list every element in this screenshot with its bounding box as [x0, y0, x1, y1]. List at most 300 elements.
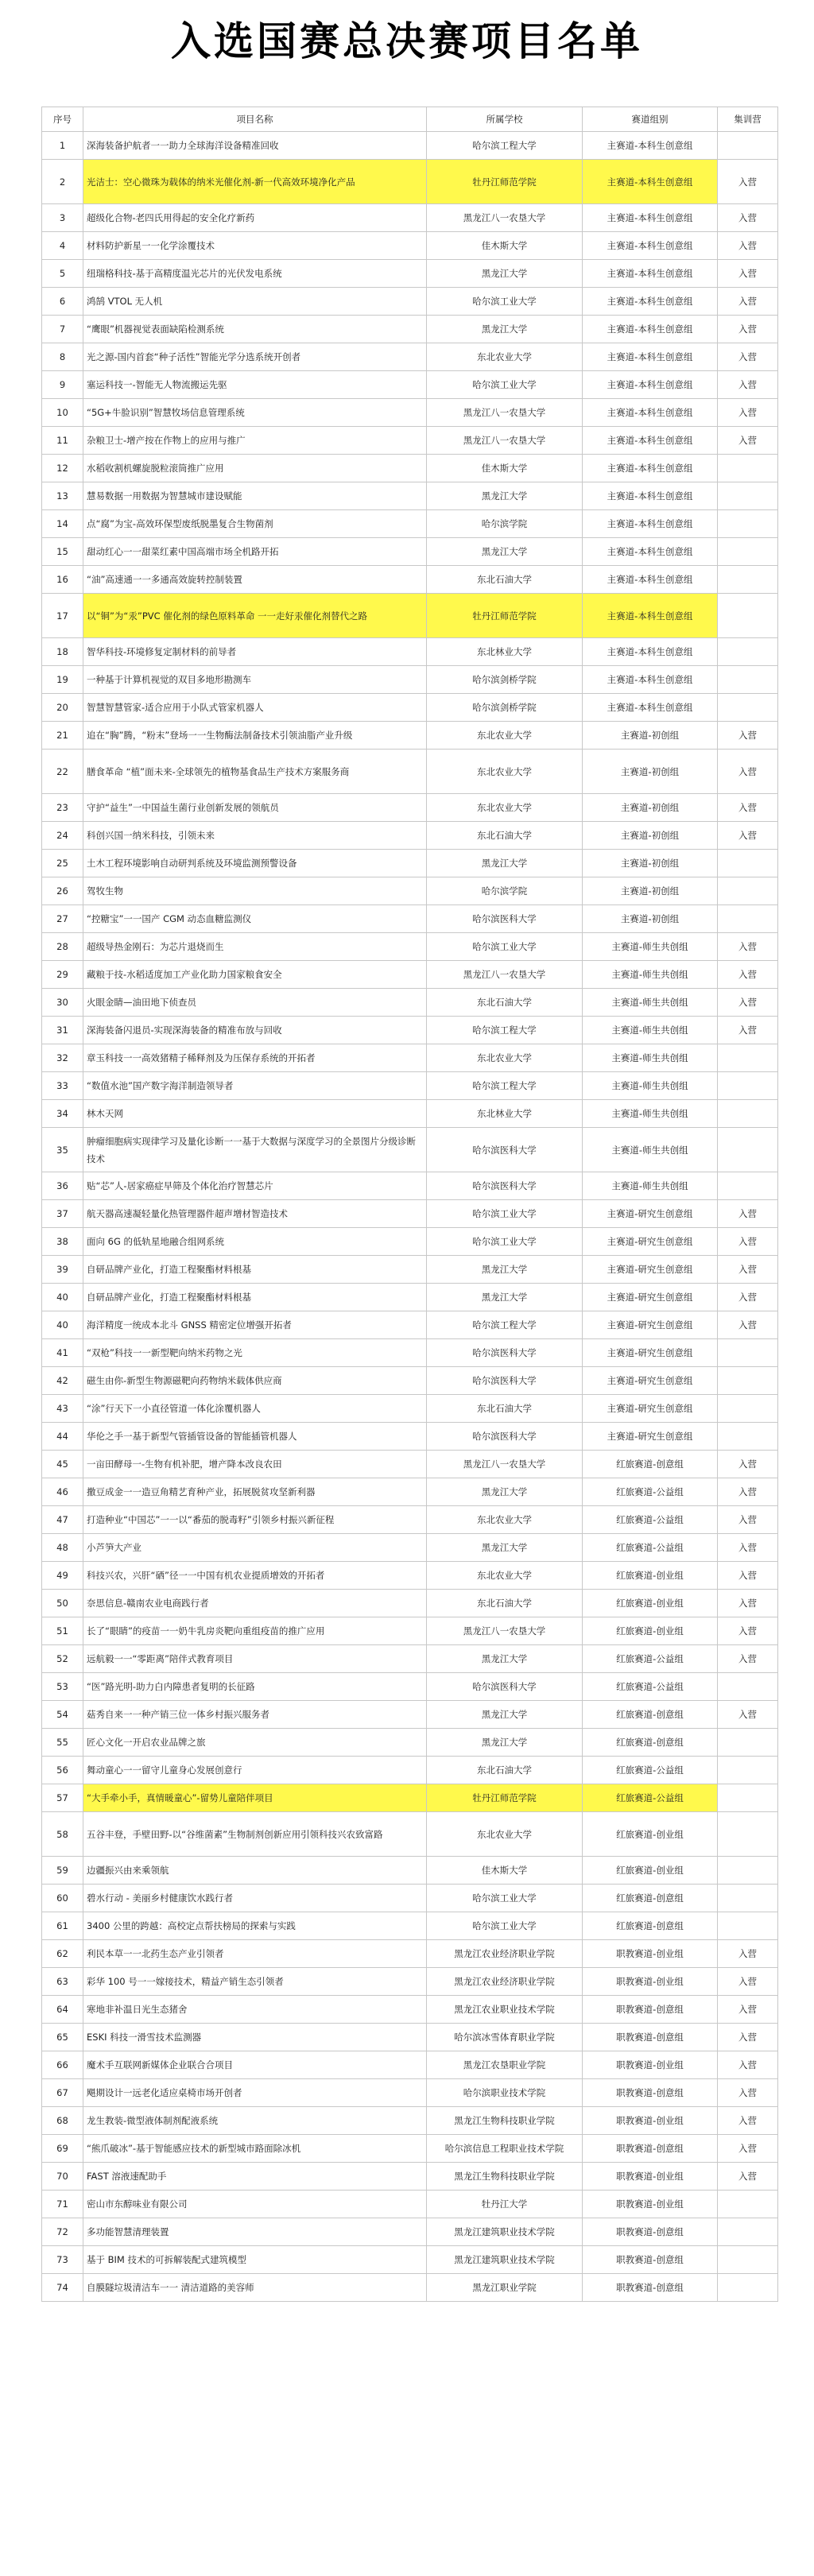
- cell-track-group: 职教赛道-创业组: [583, 2191, 718, 2218]
- cell-training-camp: [718, 1339, 778, 1367]
- cell-track-group: 主赛道-本科生创意组: [583, 371, 718, 399]
- cell-training-camp: [718, 905, 778, 933]
- cell-project-name: 智慧智慧管家-适合应用于小队式管家机器人: [83, 694, 427, 722]
- cell-project-name: 远航毅一一“零距离”陪伴式教育项目: [83, 1645, 427, 1673]
- cell-number: 25: [42, 850, 83, 877]
- cell-project-name: 材料防护新星一一化学涂覆技术: [83, 232, 427, 260]
- cell-training-camp: [718, 1072, 778, 1100]
- cell-track-group: 主赛道-初创组: [583, 794, 718, 822]
- column-header-project-name: 项目名称: [83, 107, 427, 132]
- cell-number: 59: [42, 1857, 83, 1885]
- cell-training-camp: 入营: [718, 1562, 778, 1590]
- cell-number: 21: [42, 722, 83, 750]
- cell-school: 黑龙江八一农垦大学: [427, 1617, 583, 1645]
- cell-training-camp: [718, 1784, 778, 1812]
- table-row: [42, 1044, 778, 1072]
- cell-project-name: 磁生由你-新型生物源磁靶向药物纳米载体供应商: [83, 1367, 427, 1395]
- table-row: [42, 1311, 778, 1339]
- table-row: [42, 666, 778, 694]
- cell-number: 14: [42, 510, 83, 538]
- cell-number: 55: [42, 1729, 83, 1757]
- cell-track-group: 主赛道-本科生创意组: [583, 482, 718, 510]
- cell-project-name: 五谷丰登，手壁田野-以“谷维菌素”生物制剂创新应用引领科技兴农致富路: [83, 1812, 427, 1857]
- cell-number: 60: [42, 1885, 83, 1912]
- cell-number: 34: [42, 1100, 83, 1128]
- column-header-training-camp: 集训营: [718, 107, 778, 132]
- cell-track-group: 主赛道-本科生创意组: [583, 566, 718, 594]
- cell-school: 东北石油大学: [427, 1590, 583, 1617]
- cell-track-group: 主赛道-初创组: [583, 822, 718, 850]
- cell-track-group: 主赛道-研究生创意组: [583, 1256, 718, 1284]
- cell-number: 64: [42, 1996, 83, 2024]
- cell-number: 70: [42, 2163, 83, 2191]
- cell-track-group: 主赛道-师生共创组: [583, 961, 718, 989]
- cell-number: 3: [42, 204, 83, 232]
- cell-training-camp: 入营: [718, 722, 778, 750]
- cell-track-group: 职教赛道-创业组: [583, 2107, 718, 2135]
- cell-number: 68: [42, 2107, 83, 2135]
- cell-track-group: 红旅赛道-公益组: [583, 1784, 718, 1812]
- cell-number: 11: [42, 427, 83, 455]
- cell-number: 18: [42, 638, 83, 666]
- cell-school: 佳木斯大学: [427, 232, 583, 260]
- cell-training-camp: 入营: [718, 371, 778, 399]
- cell-training-camp: [718, 1044, 778, 1072]
- cell-school: 哈尔滨工业大学: [427, 288, 583, 316]
- cell-number: 22: [42, 750, 83, 794]
- table-row: [42, 750, 778, 794]
- cell-training-camp: 入营: [718, 260, 778, 288]
- document-title: 入选国赛总决赛项目名单: [171, 18, 643, 64]
- cell-school: 黑龙江建筑职业技术学院: [427, 2218, 583, 2246]
- cell-project-name: 土木工程环境影响自动研判系统及环境监测预警设备: [83, 850, 427, 877]
- table-row: [42, 1534, 778, 1562]
- table-row: [42, 2274, 778, 2302]
- cell-number: 40: [42, 1311, 83, 1339]
- cell-school: 哈尔滨医科大学: [427, 1128, 583, 1172]
- cell-school: 哈尔滨工业大学: [427, 933, 583, 961]
- cell-number: 31: [42, 1017, 83, 1044]
- cell-training-camp: [718, 1423, 778, 1451]
- table-row: [42, 1996, 778, 2024]
- cell-school: 哈尔滨学院: [427, 877, 583, 905]
- cell-training-camp: [718, 2246, 778, 2274]
- cell-number: 5: [42, 260, 83, 288]
- cell-project-name: 深海装备闪退员-实现深海装备的精准布放与回收: [83, 1017, 427, 1044]
- cell-training-camp: 入营: [718, 1996, 778, 2024]
- table-row: [42, 1673, 778, 1701]
- table-row: [42, 1812, 778, 1857]
- cell-number: 40: [42, 1284, 83, 1311]
- table-row: [42, 2051, 778, 2079]
- cell-track-group: 红旅赛道-创意组: [583, 1729, 718, 1757]
- cell-number: 35: [42, 1128, 83, 1172]
- cell-project-name: 自研品牌产业化，打造工程聚酯材料根基: [83, 1284, 427, 1311]
- cell-track-group: 红旅赛道-创意组: [583, 1701, 718, 1729]
- cell-project-name: 菇秀自来一一种产销三位一体乡村振兴服务者: [83, 1701, 427, 1729]
- cell-school: 哈尔滨医科大学: [427, 1339, 583, 1367]
- cell-training-camp: [718, 638, 778, 666]
- cell-school: 哈尔滨剑桥学院: [427, 694, 583, 722]
- table-row: [42, 232, 778, 260]
- cell-training-camp: [718, 1812, 778, 1857]
- cell-track-group: 主赛道-研究生创意组: [583, 1311, 718, 1339]
- cell-school: 东北农业大学: [427, 1562, 583, 1590]
- cell-training-camp: [718, 666, 778, 694]
- cell-number: 51: [42, 1617, 83, 1645]
- table-row: [42, 1367, 778, 1395]
- cell-school: 黑龙江建筑职业技术学院: [427, 2246, 583, 2274]
- cell-training-camp: 入营: [718, 399, 778, 427]
- cell-training-camp: 入营: [718, 1617, 778, 1645]
- cell-track-group: 主赛道-师生共创组: [583, 1100, 718, 1128]
- cell-training-camp: [718, 850, 778, 877]
- cell-project-name: 科技兴农，兴肝“硒”径一一中国有机农业提质增效的开拓者: [83, 1562, 427, 1590]
- table-row: [42, 1784, 778, 1812]
- table-row: [42, 594, 778, 638]
- cell-training-camp: 入营: [718, 2163, 778, 2191]
- cell-number: 58: [42, 1812, 83, 1857]
- table-header-row: [42, 107, 778, 132]
- cell-number: 13: [42, 482, 83, 510]
- cell-project-name: 舞动童心一一留守儿童身心发展创意行: [83, 1757, 427, 1784]
- cell-track-group: 主赛道-本科生创意组: [583, 638, 718, 666]
- cell-project-name: 杂粮卫士-增产按在作物上的应用与推广: [83, 427, 427, 455]
- cell-training-camp: [718, 1729, 778, 1757]
- cell-track-group: 主赛道-本科生创意组: [583, 510, 718, 538]
- cell-number: 32: [42, 1044, 83, 1072]
- table-row: [42, 1200, 778, 1228]
- cell-school: 东北农业大学: [427, 794, 583, 822]
- cell-training-camp: 入营: [718, 750, 778, 794]
- cell-number: 57: [42, 1784, 83, 1812]
- table-row: [42, 1395, 778, 1423]
- table-row: [42, 2246, 778, 2274]
- cell-track-group: 主赛道-研究生创意组: [583, 1200, 718, 1228]
- cell-number: 8: [42, 343, 83, 371]
- cell-track-group: 红旅赛道-公益组: [583, 1645, 718, 1673]
- cell-training-camp: 入营: [718, 1940, 778, 1968]
- cell-project-name: 一亩田酵母一-生物有机补肥，增产降本改良农田: [83, 1451, 427, 1478]
- cell-project-name: 华伦之手一基于新型气管插管设备的智能插管机器人: [83, 1423, 427, 1451]
- cell-project-name: 小芦笋大产业: [83, 1534, 427, 1562]
- table-row: [42, 1256, 778, 1284]
- cell-project-name: 智华科技-环境修复定制材料的前导者: [83, 638, 427, 666]
- cell-track-group: 红旅赛道-创业组: [583, 1617, 718, 1645]
- table-row: [42, 204, 778, 232]
- cell-training-camp: 入营: [718, 2079, 778, 2107]
- cell-training-camp: [718, 2274, 778, 2302]
- cell-project-name: 超级导热金刚石：为芯片退烧而生: [83, 933, 427, 961]
- cell-track-group: 红旅赛道-创业组: [583, 1562, 718, 1590]
- cell-project-name: “5G+牛脸识别”智慧牧场信息管理系统: [83, 399, 427, 427]
- cell-training-camp: 入营: [718, 2024, 778, 2051]
- cell-training-camp: 入营: [718, 160, 778, 204]
- cell-project-name: 贴“芯”人-居家癌症早筛及个体化治疗智慧芯片: [83, 1172, 427, 1200]
- cell-school: 黑龙江生物科技职业学院: [427, 2163, 583, 2191]
- cell-track-group: 主赛道-研究生创意组: [583, 1395, 718, 1423]
- cell-school: 哈尔滨工业大学: [427, 1885, 583, 1912]
- cell-project-name: 长了“眼睛”的疫苗一一奶牛乳房炎靶向重组疫苗的推广应用: [83, 1617, 427, 1645]
- table-row: [42, 1729, 778, 1757]
- cell-project-name: 纽瑞格科技-基于高精度温光芯片的光伏发电系统: [83, 260, 427, 288]
- column-header-school: 所属学校: [427, 107, 583, 132]
- cell-school: 东北农业大学: [427, 722, 583, 750]
- cell-school: 东北石油大学: [427, 1757, 583, 1784]
- cell-track-group: 主赛道-本科生创意组: [583, 316, 718, 343]
- cell-project-name: 驾牧生物: [83, 877, 427, 905]
- cell-school: 哈尔滨工业大学: [427, 1912, 583, 1940]
- cell-number: 10: [42, 399, 83, 427]
- cell-track-group: 主赛道-本科生创意组: [583, 427, 718, 455]
- cell-project-name: “控糖宝”一一国产 CGM 动态血糖监测仪: [83, 905, 427, 933]
- cell-project-name: 碧水行动 - 美丽乡村健康饮水践行者: [83, 1885, 427, 1912]
- cell-training-camp: 入营: [718, 1256, 778, 1284]
- cell-school: 东北农业大学: [427, 1044, 583, 1072]
- table-row: [42, 1172, 778, 1200]
- cell-track-group: 主赛道-师生共创组: [583, 1017, 718, 1044]
- table-row: [42, 794, 778, 822]
- cell-number: 49: [42, 1562, 83, 1590]
- cell-track-group: 红旅赛道-公益组: [583, 1534, 718, 1562]
- cell-training-camp: [718, 2191, 778, 2218]
- cell-training-camp: 入营: [718, 2051, 778, 2079]
- cell-school: 黑龙江八一农垦大学: [427, 427, 583, 455]
- cell-training-camp: 入营: [718, 989, 778, 1017]
- table-row: [42, 1617, 778, 1645]
- cell-number: 19: [42, 666, 83, 694]
- cell-training-camp: 入营: [718, 1017, 778, 1044]
- table-row: [42, 2163, 778, 2191]
- cell-project-name: “双枪”科技一一新型靶向纳米药物之光: [83, 1339, 427, 1367]
- cell-training-camp: 入营: [718, 1200, 778, 1228]
- cell-training-camp: 入营: [718, 1701, 778, 1729]
- table-row: [42, 722, 778, 750]
- cell-training-camp: 入营: [718, 961, 778, 989]
- cell-track-group: 主赛道-师生共创组: [583, 1172, 718, 1200]
- cell-school: 哈尔滨职业技术学院: [427, 2079, 583, 2107]
- table-row: [42, 1284, 778, 1311]
- cell-number: 53: [42, 1673, 83, 1701]
- cell-training-camp: [718, 482, 778, 510]
- cell-track-group: 主赛道-师生共创组: [583, 1044, 718, 1072]
- table-row: [42, 316, 778, 343]
- cell-training-camp: 入营: [718, 822, 778, 850]
- cell-project-name: 守护“益生”一中国益生菌行业创新发展的领航员: [83, 794, 427, 822]
- cell-track-group: 主赛道-初创组: [583, 850, 718, 877]
- cell-track-group: 红旅赛道-公益组: [583, 1506, 718, 1534]
- cell-school: 哈尔滨工程大学: [427, 132, 583, 160]
- cell-school: 黑龙江大学: [427, 316, 583, 343]
- cell-school: 黑龙江大学: [427, 850, 583, 877]
- column-header-track-group: 赛道组别: [583, 107, 718, 132]
- table-row: [42, 132, 778, 160]
- cell-training-camp: [718, 1857, 778, 1885]
- cell-project-name: 一种基于计算机视觉的双目多地形勘测车: [83, 666, 427, 694]
- cell-track-group: 红旅赛道-创业组: [583, 1812, 718, 1857]
- table-row: [42, 822, 778, 850]
- cell-track-group: 主赛道-本科生创意组: [583, 399, 718, 427]
- cell-track-group: 主赛道-研究生创意组: [583, 1423, 718, 1451]
- cell-training-camp: [718, 566, 778, 594]
- table-row: [42, 1339, 778, 1367]
- cell-number: 74: [42, 2274, 83, 2302]
- cell-training-camp: [718, 538, 778, 566]
- cell-number: 69: [42, 2135, 83, 2163]
- cell-project-name: “熊爪破冰”-基于智能感应技术的新型城市路面除冰机: [83, 2135, 427, 2163]
- cell-track-group: 主赛道-初创组: [583, 750, 718, 794]
- table-row: [42, 1940, 778, 1968]
- cell-school: 东北农业大学: [427, 1506, 583, 1534]
- cell-project-name: 以“铜”为“汞”PVC 催化剂的绿色原料革命 一一走好汞催化剂替代之路: [83, 594, 427, 638]
- cell-track-group: 职教赛道-创意组: [583, 2246, 718, 2274]
- cell-number: 43: [42, 1395, 83, 1423]
- cell-school: 牡丹江师范学院: [427, 594, 583, 638]
- cell-project-name: 慧易数据一用数据为智慧城市建设赋能: [83, 482, 427, 510]
- cell-project-name: 塞运科技一-智能无人物流搬运先驱: [83, 371, 427, 399]
- cell-training-camp: [718, 1395, 778, 1423]
- cell-training-camp: 入营: [718, 316, 778, 343]
- cell-project-name: 寒地非补温日光生态猪舍: [83, 1996, 427, 2024]
- cell-project-name: 鸿鹄 VTOL 无人机: [83, 288, 427, 316]
- cell-project-name: “涂”行天下一小直径管道一体化涂覆机器人: [83, 1395, 427, 1423]
- cell-school: 东北林业大学: [427, 1100, 583, 1128]
- cell-training-camp: [718, 1128, 778, 1172]
- cell-school: 哈尔滨工程大学: [427, 1072, 583, 1100]
- cell-project-name: 密山市东醇味业有限公司: [83, 2191, 427, 2218]
- cell-school: 黑龙江大学: [427, 1701, 583, 1729]
- cell-training-camp: [718, 594, 778, 638]
- cell-school: 哈尔滨工业大学: [427, 1228, 583, 1256]
- cell-number: 28: [42, 933, 83, 961]
- cell-number: 6: [42, 288, 83, 316]
- cell-track-group: 主赛道-本科生创意组: [583, 232, 718, 260]
- cell-number: 4: [42, 232, 83, 260]
- cell-school: 黑龙江大学: [427, 1284, 583, 1311]
- table-row: [42, 2079, 778, 2107]
- table-row: [42, 1757, 778, 1784]
- cell-project-name: 追在“胸”腾，“粉末”登场一一生物酶法制备技术引领油脂产业升级: [83, 722, 427, 750]
- cell-training-camp: 入营: [718, 794, 778, 822]
- cell-training-camp: [718, 877, 778, 905]
- cell-school: 哈尔滨冰雪体育职业学院: [427, 2024, 583, 2051]
- cell-track-group: 主赛道-本科生创意组: [583, 260, 718, 288]
- cell-number: 41: [42, 1339, 83, 1367]
- cell-school: 东北农业大学: [427, 750, 583, 794]
- cell-school: 哈尔滨医科大学: [427, 1673, 583, 1701]
- cell-school: 东北农业大学: [427, 1812, 583, 1857]
- cell-track-group: 红旅赛道-公益组: [583, 1478, 718, 1506]
- cell-school: 黑龙江农业职业技术学院: [427, 1996, 583, 2024]
- cell-project-name: 飓期设计一远老化适应桌椅市场开创者: [83, 2079, 427, 2107]
- cell-track-group: 主赛道-师生共创组: [583, 1128, 718, 1172]
- cell-training-camp: 入营: [718, 1451, 778, 1478]
- cell-training-camp: [718, 132, 778, 160]
- table-row: [42, 1017, 778, 1044]
- cell-project-name: 膳食革命 “植”面未来-全球领先的植物基食品生产技术方案服务商: [83, 750, 427, 794]
- cell-school: 哈尔滨工业大学: [427, 1200, 583, 1228]
- cell-school: 牡丹江师范学院: [427, 1784, 583, 1812]
- cell-track-group: 主赛道-本科生创意组: [583, 343, 718, 371]
- cell-track-group: 职教赛道-创业组: [583, 1940, 718, 1968]
- cell-number: 36: [42, 1172, 83, 1200]
- cell-number: 33: [42, 1072, 83, 1100]
- cell-number: 47: [42, 1506, 83, 1534]
- table-row: [42, 694, 778, 722]
- cell-training-camp: 入营: [718, 933, 778, 961]
- cell-number: 48: [42, 1534, 83, 1562]
- cell-training-camp: 入营: [718, 1311, 778, 1339]
- cell-track-group: 主赛道-研究生创意组: [583, 1339, 718, 1367]
- cell-number: 29: [42, 961, 83, 989]
- cell-number: 61: [42, 1912, 83, 1940]
- table-row: [42, 1423, 778, 1451]
- cell-number: 16: [42, 566, 83, 594]
- cell-project-name: 水稻收割机螺旋脱粒滚筒推广应用: [83, 455, 427, 482]
- cell-school: 黑龙江大学: [427, 1729, 583, 1757]
- cell-training-camp: [718, 510, 778, 538]
- table-row: [42, 160, 778, 204]
- cell-number: 26: [42, 877, 83, 905]
- cell-number: 7: [42, 316, 83, 343]
- table-row: [42, 961, 778, 989]
- cell-school: 黑龙江大学: [427, 1478, 583, 1506]
- cell-number: 1: [42, 132, 83, 160]
- cell-track-group: 红旅赛道-创业组: [583, 1590, 718, 1617]
- table-row: [42, 1506, 778, 1534]
- cell-training-camp: [718, 2218, 778, 2246]
- cell-project-name: 面向 6G 的低轨星地融合组网系统: [83, 1228, 427, 1256]
- cell-project-name: 林木天网: [83, 1100, 427, 1128]
- cell-school: 黑龙江农业经济职业学院: [427, 1968, 583, 1996]
- cell-project-name: 利民本草一一北药生态产业引领者: [83, 1940, 427, 1968]
- cell-track-group: 职教赛道-创意组: [583, 2024, 718, 2051]
- cell-project-name: 深海装备护航者一一助力全球海洋设备精准回收: [83, 132, 427, 160]
- cell-project-name: 彩华 100 号一一嫁接技术，精益产销生态引领者: [83, 1968, 427, 1996]
- cell-school: 黑龙江农业经济职业学院: [427, 1940, 583, 1968]
- cell-training-camp: [718, 1885, 778, 1912]
- table-row: [42, 371, 778, 399]
- cell-school: 哈尔滨医科大学: [427, 1367, 583, 1395]
- table-row: [42, 260, 778, 288]
- cell-number: 24: [42, 822, 83, 850]
- table-row: [42, 2024, 778, 2051]
- cell-project-name: 肿瘤细胞病实现律学习及量化诊断一一基于大数据与深度学习的全景图片分级诊断技术: [83, 1128, 427, 1172]
- table-row: [42, 399, 778, 427]
- table-row: [42, 1857, 778, 1885]
- cell-number: 37: [42, 1200, 83, 1228]
- cell-number: 71: [42, 2191, 83, 2218]
- cell-track-group: 主赛道-研究生创意组: [583, 1284, 718, 1311]
- cell-training-camp: [718, 1367, 778, 1395]
- cell-track-group: 红旅赛道-创意组: [583, 1451, 718, 1478]
- cell-training-camp: 入营: [718, 1645, 778, 1673]
- cell-number: 23: [42, 794, 83, 822]
- cell-number: 66: [42, 2051, 83, 2079]
- cell-training-camp: 入营: [718, 1284, 778, 1311]
- cell-track-group: 主赛道-本科生创意组: [583, 594, 718, 638]
- cell-project-name: “大手牵小手，真情暖童心”-留势儿童陪伴项目: [83, 1784, 427, 1812]
- results-table: [41, 107, 778, 2302]
- cell-school: 黑龙江大学: [427, 538, 583, 566]
- cell-training-camp: 入营: [718, 1590, 778, 1617]
- cell-track-group: 主赛道-研究生创意组: [583, 1228, 718, 1256]
- table-row: [42, 566, 778, 594]
- cell-project-name: 打造种业“中国芯”一一以“番茄的脱毒籽”引领乡村振兴新征程: [83, 1506, 427, 1534]
- table-row: [42, 2135, 778, 2163]
- cell-number: 39: [42, 1256, 83, 1284]
- cell-track-group: 主赛道-初创组: [583, 905, 718, 933]
